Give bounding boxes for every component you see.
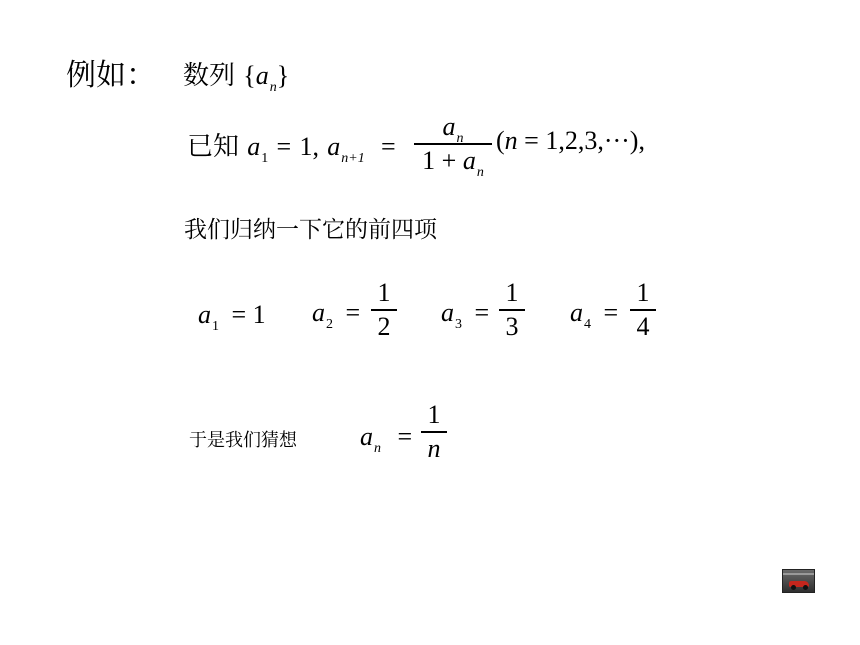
term-4-fraction [630, 280, 656, 340]
given-label: 已知 [187, 132, 240, 162]
term-symbol: a [198, 300, 211, 329]
term-2 [312, 298, 361, 332]
conjecture-fraction [421, 402, 447, 462]
fraction-numerator: 1 [505, 278, 519, 307]
track-stripe [783, 573, 814, 575]
fraction-denominator: 3 [505, 311, 519, 341]
conjecture-subscript: n [374, 441, 381, 456]
example-label: 例如： [66, 58, 156, 93]
frac-num-symbol: a [442, 112, 456, 141]
term-symbol: a [570, 298, 583, 327]
equals-sign: = [276, 132, 292, 161]
term-symbol: a [441, 298, 454, 327]
an1-symbol: a [327, 132, 341, 161]
a1-subscript: 1 [261, 151, 269, 166]
conjecture-symbol: a [360, 422, 373, 451]
fraction-denominator: 2 [377, 311, 391, 341]
term-subscript: 2 [326, 317, 333, 332]
frac-den-subscript: n [476, 164, 484, 180]
fraction-denominator: 4 [636, 311, 650, 341]
sequence-heading [183, 55, 290, 95]
equals-sign: = [380, 132, 396, 161]
equals-sign: = [231, 300, 247, 329]
brace-close: } [276, 61, 290, 90]
sequence-subscript: n [269, 80, 277, 95]
term-subscript: 3 [455, 317, 462, 332]
equals-sign: = [345, 298, 361, 327]
fraction-bar [499, 309, 525, 311]
frac-den-symbol: a [462, 145, 476, 175]
term-3-fraction [499, 280, 525, 340]
term-symbol: a [312, 298, 325, 327]
frac-den-one: 1 + [422, 145, 457, 175]
recurrence-domain [496, 126, 645, 156]
fraction-numerator: 1 [377, 278, 391, 307]
conjecture-lhs [360, 422, 413, 456]
fraction-bar [630, 309, 656, 311]
fraction-numerator: 1 [427, 400, 441, 429]
fraction-bar [371, 309, 397, 311]
recurrence-fraction [414, 112, 492, 180]
fraction-numerator: 1 [636, 278, 650, 307]
equals-sign: = [397, 422, 413, 451]
fraction-denominator: n [427, 433, 441, 463]
fraction-bar [421, 431, 447, 433]
frac-num-subscript: n [456, 131, 464, 146]
a1-symbol: a [247, 132, 261, 161]
one-comma: 1, [299, 132, 319, 161]
term-subscript: 1 [212, 319, 219, 334]
term-3 [441, 298, 490, 332]
term-value: 1 [252, 300, 266, 329]
brace-open: { [243, 61, 256, 90]
term-subscript: 4 [584, 317, 591, 332]
wheel-icon [791, 585, 796, 590]
an1-subscript: n+1 [341, 151, 365, 166]
recurrence-left [187, 126, 396, 166]
equals-sign: = [603, 298, 619, 327]
media-button[interactable] [782, 569, 815, 593]
domain-n: n [504, 126, 518, 155]
term-4 [570, 298, 619, 332]
domain-rest: = 1,2,3,···), [524, 126, 645, 155]
equals-sign: = [474, 298, 490, 327]
conjecture-text: 于是我们猜想 [189, 430, 297, 451]
sequence-symbol: a [255, 61, 269, 90]
term-1 [198, 300, 266, 334]
induction-text: 我们归纳一下它的前四项 [184, 217, 437, 243]
domain-open: ( [496, 126, 505, 155]
sequence-label: 数列 [183, 61, 236, 91]
fraction-bar [414, 143, 492, 145]
wheel-icon [803, 585, 808, 590]
term-2-fraction [371, 280, 397, 340]
